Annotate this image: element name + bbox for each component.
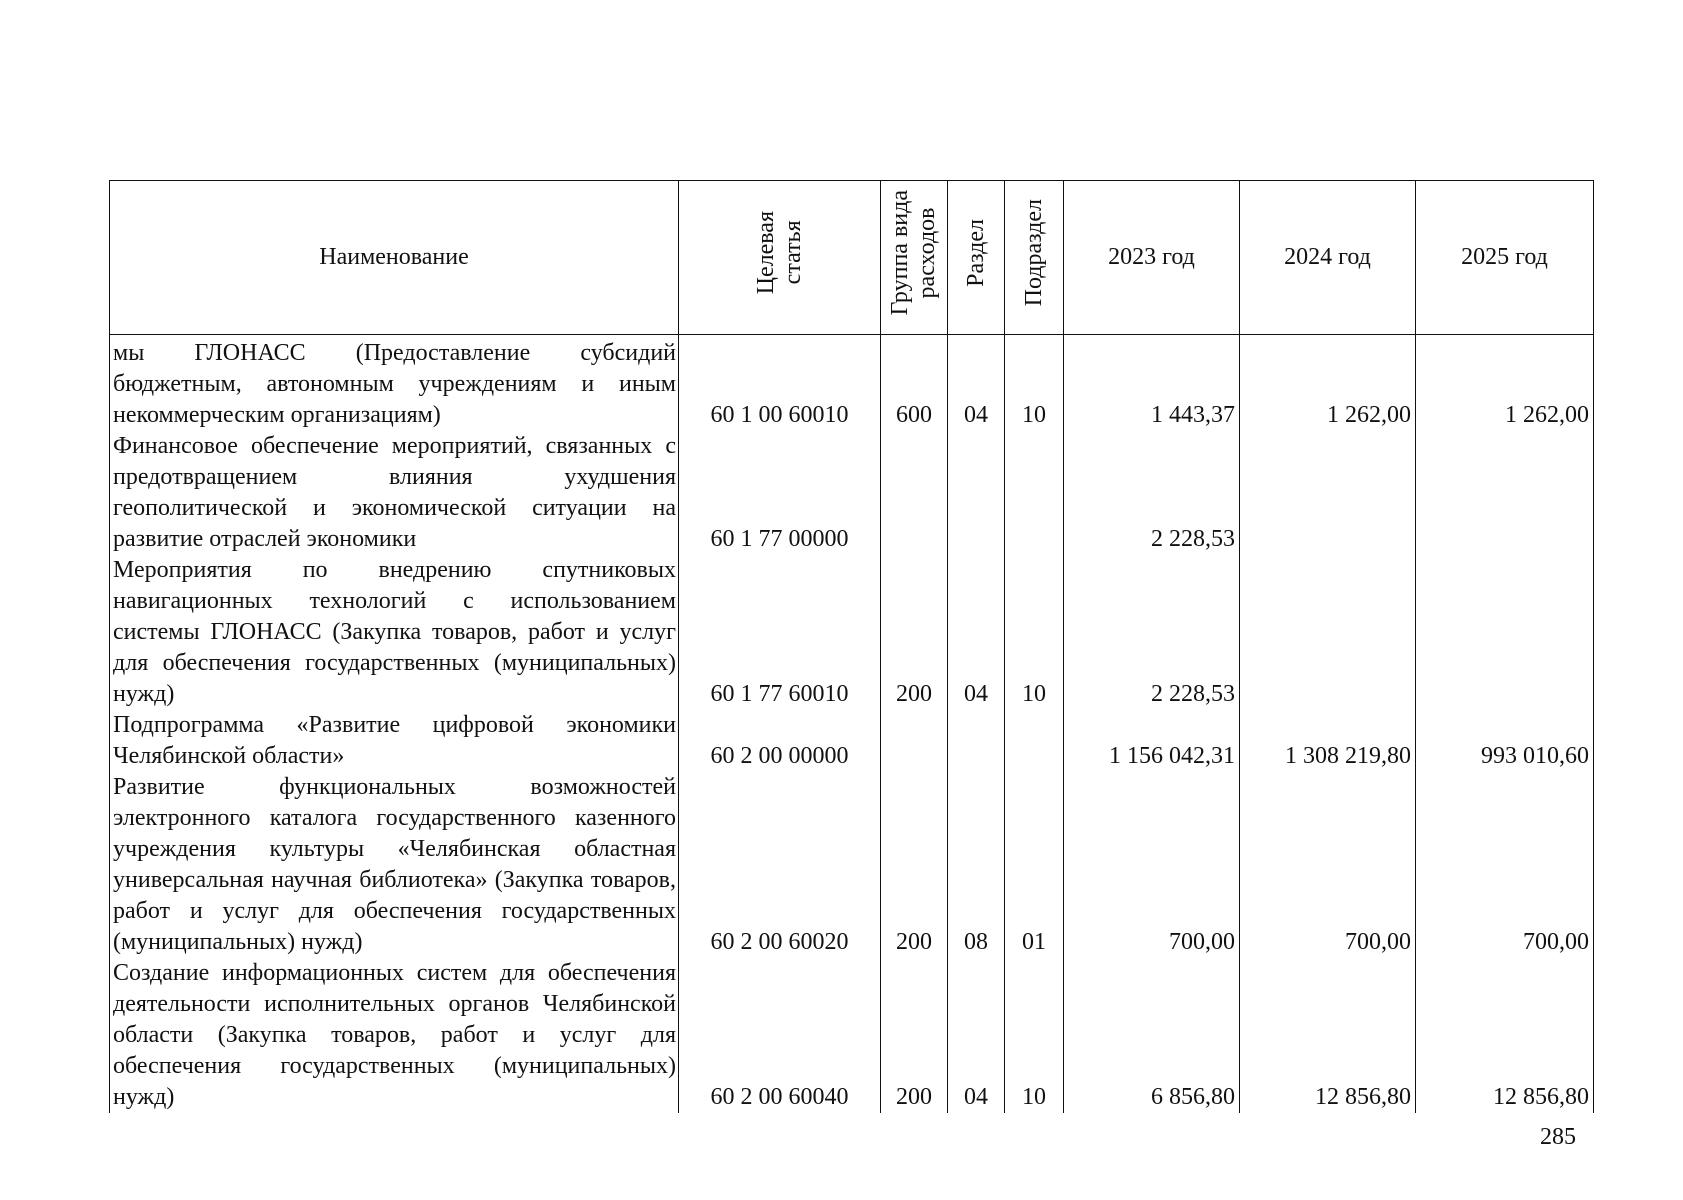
- header-target-article: [679, 181, 881, 335]
- row-subsection: [1005, 431, 1064, 555]
- row-2025: 993 010,60: [1416, 710, 1594, 772]
- row-group: 200: [881, 772, 948, 958]
- row-section: 04: [948, 335, 1005, 432]
- row-code: 60 2 00 60020: [679, 772, 881, 958]
- row-code: 60 1 77 60010: [679, 555, 881, 710]
- row-2024: 700,00: [1240, 772, 1416, 958]
- row-subsection: 10: [1005, 335, 1064, 432]
- row-code: 60 2 00 60040: [679, 958, 881, 1113]
- row-2023: 1 156 042,31: [1064, 710, 1240, 772]
- row-2023: 700,00: [1064, 772, 1240, 958]
- row-2025: 1 262,00: [1416, 335, 1594, 432]
- row-group: [881, 431, 948, 555]
- table-row: [110, 555, 1594, 710]
- row-2024: [1240, 431, 1416, 555]
- table-row: [110, 958, 1594, 1113]
- row-2024: 1 262,00: [1240, 335, 1416, 432]
- header-year-2023: 2023 год: [1064, 181, 1240, 335]
- header-subsection-label: Подраздел: [1020, 199, 1047, 307]
- header-section: [948, 181, 1005, 335]
- header-year-2024: 2024 год: [1240, 181, 1416, 335]
- row-2024: 12 856,80: [1240, 958, 1416, 1113]
- header-target-article-line2: статья: [779, 221, 806, 285]
- header-expense-group: [881, 181, 948, 335]
- row-code: 60 2 00 00000: [679, 710, 881, 772]
- row-2023: 2 228,53: [1064, 555, 1240, 710]
- row-section: [948, 431, 1005, 555]
- row-group: 200: [881, 958, 948, 1113]
- row-section: 04: [948, 555, 1005, 710]
- row-2023: 1 443,37: [1064, 335, 1240, 432]
- row-group: 200: [881, 555, 948, 710]
- table-row: [110, 431, 1594, 555]
- row-subsection: 10: [1005, 958, 1064, 1113]
- row-2025: [1416, 555, 1594, 710]
- table-row: [110, 335, 1594, 432]
- row-code: 60 1 77 00000: [679, 431, 881, 555]
- row-name: Мероприятия по внедрению спутниковых навигационных технологий с использованием системы ГЛОНАСС (Закупка товаров, работ и услуг для обеспечения государственных (муниципальных) нужд): [110, 555, 679, 710]
- row-2025: [1416, 431, 1594, 555]
- row-section: 04: [948, 958, 1005, 1113]
- row-name: Финансовое обеспечение мероприятий, связанных с предотвращением влияния ухудшения геополитической и экономической ситуации на развитие отраслей экономики: [110, 431, 679, 555]
- page-number: 285: [1540, 1124, 1576, 1150]
- row-2023: 6 856,80: [1064, 958, 1240, 1113]
- row-name: мы ГЛОНАСС (Предоставление субсидий бюджетным, автономным учреждениям и иным некоммерческим организациям): [110, 335, 679, 432]
- row-2024: [1240, 555, 1416, 710]
- row-2023: 2 228,53: [1064, 431, 1240, 555]
- row-group: 600: [881, 335, 948, 432]
- row-group: [881, 710, 948, 772]
- table-row: [110, 772, 1594, 958]
- row-2025: 700,00: [1416, 772, 1594, 958]
- header-expense-group-line1: Группа вида: [887, 190, 913, 316]
- row-name: Развитие функциональных возможностей электронного каталога государственного казенного учреждения культуры «Челябинская областная универсальная научная библиотека» (Закупка товаров, работ и услуг для обеспечения государственных (муниципальных) нужд): [110, 772, 679, 958]
- header-target-article-line1: Целевая: [752, 211, 779, 295]
- row-subsection: 01: [1005, 772, 1064, 958]
- row-2025: 12 856,80: [1416, 958, 1594, 1113]
- row-2024: 1 308 219,80: [1240, 710, 1416, 772]
- header-subsection: [1005, 181, 1064, 335]
- row-code: 60 1 00 60010: [679, 335, 881, 432]
- row-subsection: 10: [1005, 555, 1064, 710]
- row-section: 08: [948, 772, 1005, 958]
- header-expense-group-line2: расходов: [914, 207, 940, 299]
- header-name: Наименование: [110, 181, 679, 335]
- table-row: [110, 710, 1594, 772]
- row-name: Создание информационных систем для обеспечения деятельности исполнительных органов Челябинской области (Закупка товаров, работ и услуг для обеспечения государственных (муниципальных) нужд): [110, 958, 679, 1113]
- table-header-row: [110, 181, 1594, 335]
- row-section: [948, 710, 1005, 772]
- row-subsection: [1005, 710, 1064, 772]
- header-year-2025: 2025 год: [1416, 181, 1594, 335]
- header-section-label: Раздел: [962, 219, 989, 287]
- budget-table: [109, 180, 1594, 1113]
- row-name: Подпрограмма «Развитие цифровой экономики Челябинской области»: [110, 710, 679, 772]
